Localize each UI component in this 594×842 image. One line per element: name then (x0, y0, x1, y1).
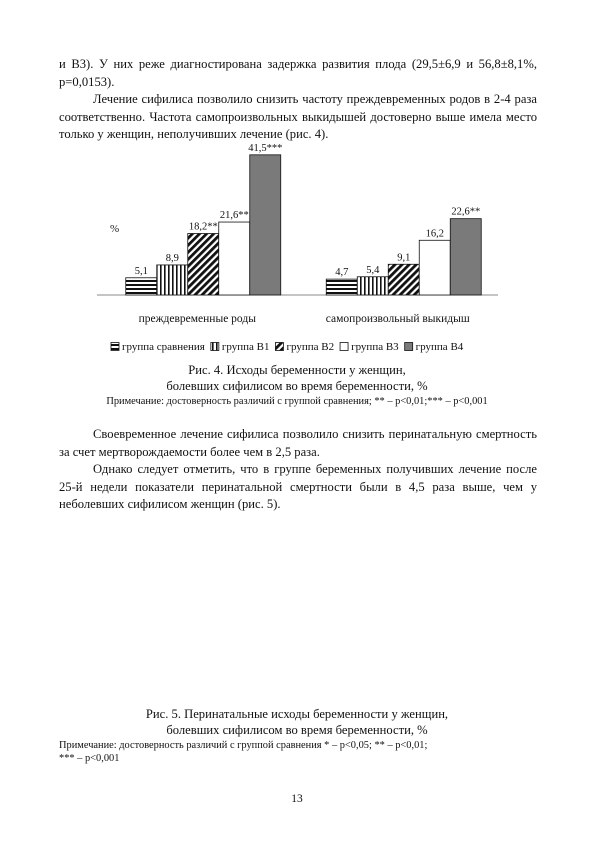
figure-4-data-label: 18,2** (188, 221, 218, 233)
figure-4-bar-группа-сравнения-1 (126, 278, 157, 295)
figure-4-bar-группа-в4-2 (450, 219, 481, 295)
figure-4-legend-swatch (111, 343, 119, 351)
figure-4-legend-swatch (340, 343, 348, 351)
figure-5-note-line-1: Примечание: достоверность различий с группой сравнения * – p<0,05; ** – p<0,01; (59, 740, 428, 751)
figure-4-legend-swatch (405, 343, 413, 351)
page-number: 13 (291, 793, 303, 805)
paragraph-4: Однако следует отметить, что в группе беременных получивших лечение после 25-й недели показатели перинатальной смертности были в 4,5 раза выше, чем у неболевших сифилисом женщин (рис. 5). (59, 462, 537, 511)
paragraph-1: и В3). У них реже диагностирована задержка развития плода (29,5±6,9 и 56,8±8,1%, p=0,0153). (59, 57, 537, 89)
figure-4-data-label: 4,7 (335, 267, 349, 279)
figure-4-legend-item: группа В4 (415, 341, 464, 353)
figure-4-data-label: 16,2 (425, 228, 444, 240)
figure-4-caption-line-1: Рис. 4. Исходы беременности у женщин, (188, 363, 406, 377)
figure-5-note-line-2: *** – p<0,001 (59, 753, 120, 764)
figure-4-bar-группа-в1-2 (357, 277, 388, 295)
figure-4-legend-swatch (275, 343, 283, 351)
paragraph-3: Своевременное лечение сифилиса позволило снизить перинатальную смертность за счет мертворождаемости более чем в 2,5 раза. (59, 427, 537, 459)
figure-4-bar-группа-сравнения-2 (326, 279, 357, 295)
figure-4-caption-line-2: болевших сифилисом во время беременности, % (166, 379, 428, 393)
figure-4-data-label: 9,1 (397, 252, 411, 264)
figure-4-category-label: самопроизвольный выкидыш (325, 313, 470, 325)
figure-4-data-label: 8,9 (165, 252, 179, 264)
figure-4-bar-группа-в3-1 (219, 222, 250, 295)
figure-4-legend-swatch (211, 343, 219, 351)
figure-4-bar-группа-в2-2 (388, 264, 419, 295)
figure-4-legend-item: группа В3 (351, 341, 399, 353)
figure-4-data-label: 5,1 (134, 265, 148, 277)
figure-4-category-label: преждевременные роды (138, 313, 256, 325)
figure-4-data-label: 22,6** (451, 206, 481, 218)
figure-4-bar-группа-в4-1 (250, 155, 281, 295)
figure-4-bar-группа-в3-2 (419, 240, 450, 295)
figure-4-data-label: 41,5*** (248, 142, 283, 154)
figure-4-data-label: 5,4 (366, 264, 380, 276)
figure-4-bar-группа-в2-1 (188, 234, 219, 295)
paragraph-2: Лечение сифилиса позволило снизить частоту преждевременных родов в 2-4 раза соответственно. Частота самопроизвольных выкидышей достоверно выше имела место только у женщин, неполучивших лечение (рис. 4). (59, 92, 537, 141)
figure-4-legend-item: группа В1 (221, 341, 270, 353)
figure-4-note: Примечание: достоверность различий с группой сравнения; ** – p<0,01;*** – p<0,001 (106, 396, 488, 407)
figure-4-unit-label: % (110, 223, 120, 235)
figure-5-caption-line-1: Рис. 5. Перинатальные исходы беременности у женщин, (145, 707, 449, 721)
figure-4-bar-группа-в1-1 (157, 265, 188, 295)
figure-4-legend-item: группа В2 (286, 341, 335, 353)
figure-4-legend-item: группа сравнения (122, 341, 205, 353)
figure-4-data-label: 21,6** (219, 210, 249, 222)
figure-5-caption-line-2: болевших сифилисом во время беременности, % (166, 723, 428, 737)
